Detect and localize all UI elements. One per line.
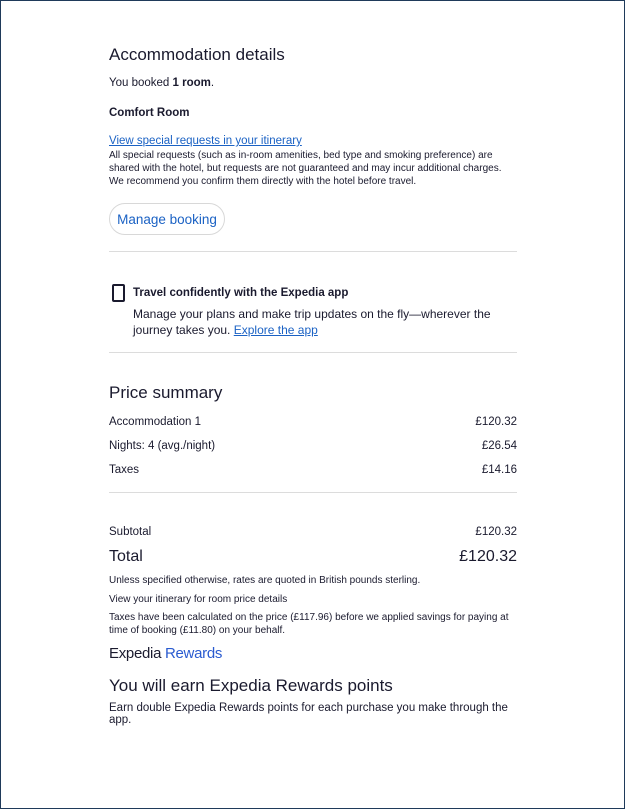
subtotal-row xyxy=(109,526,517,538)
subtotal-label: Subtotal xyxy=(109,526,152,538)
price-label: Nights: 4 (avg./night) xyxy=(109,440,216,452)
price-row xyxy=(109,464,517,476)
expedia-rewards-logo xyxy=(109,645,222,662)
booked-summary xyxy=(109,77,214,89)
app-promo-body xyxy=(133,306,508,338)
divider xyxy=(109,251,517,252)
divider xyxy=(109,492,517,493)
booked-count: 1 room xyxy=(172,77,211,89)
taxes-note: Taxes have been calculated on the price (£117.96) before we applied savings for paying at time of booking (£11.80) on your behalf. xyxy=(109,612,509,636)
explore-app-link[interactable]: Explore the app xyxy=(233,323,318,337)
price-value: £14.16 xyxy=(481,464,517,476)
currency-note: Unless specified otherwise, rates are quoted in British pounds sterling. xyxy=(109,575,421,586)
app-promo-title: Travel confidently with the Expedia app xyxy=(133,287,349,299)
total-row xyxy=(109,548,517,566)
price-value: £120.32 xyxy=(475,416,517,428)
total-label: Total xyxy=(109,548,143,565)
subtotal-value: £120.32 xyxy=(475,526,517,538)
booked-suffix: . xyxy=(210,77,215,89)
app-promo-text: Manage your plans and make trip updates on the fly—wherever the journey takes you. xyxy=(133,307,491,337)
itinerary-note: View your itinerary for room price details xyxy=(109,594,288,605)
room-name: Comfort Room xyxy=(109,107,190,119)
accommodation-title: Accommodation details xyxy=(109,45,285,64)
price-label: Accommodation 1 xyxy=(109,416,202,428)
divider xyxy=(109,352,517,353)
price-value: £26.54 xyxy=(481,440,517,452)
total-value: £120.32 xyxy=(459,548,517,565)
special-requests-link[interactable]: View special requests in your itinerary xyxy=(109,135,302,147)
rewards-body: Earn double Expedia Rewards points for each purchase you make through the app. xyxy=(109,702,508,726)
rewards-title: You will earn Expedia Rewards points xyxy=(109,676,393,695)
phone-icon xyxy=(112,284,125,302)
price-row xyxy=(109,416,517,428)
manage-booking-button[interactable]: Manage booking xyxy=(109,203,225,235)
price-row xyxy=(109,440,517,452)
logo-rewards: Rewards xyxy=(164,645,223,662)
booked-prefix: You booked xyxy=(109,77,173,89)
logo-expedia: Expedia xyxy=(109,645,162,662)
price-summary-title: Price summary xyxy=(109,383,223,402)
special-requests-note: All special requests (such as in-room amenities, bed type and smoking preference) are shared with the hotel, but requests are not guaranteed and may incur additional charges. We recommend you confirm them directly with the hotel before travel. xyxy=(109,150,502,187)
price-label: Taxes xyxy=(109,464,140,476)
